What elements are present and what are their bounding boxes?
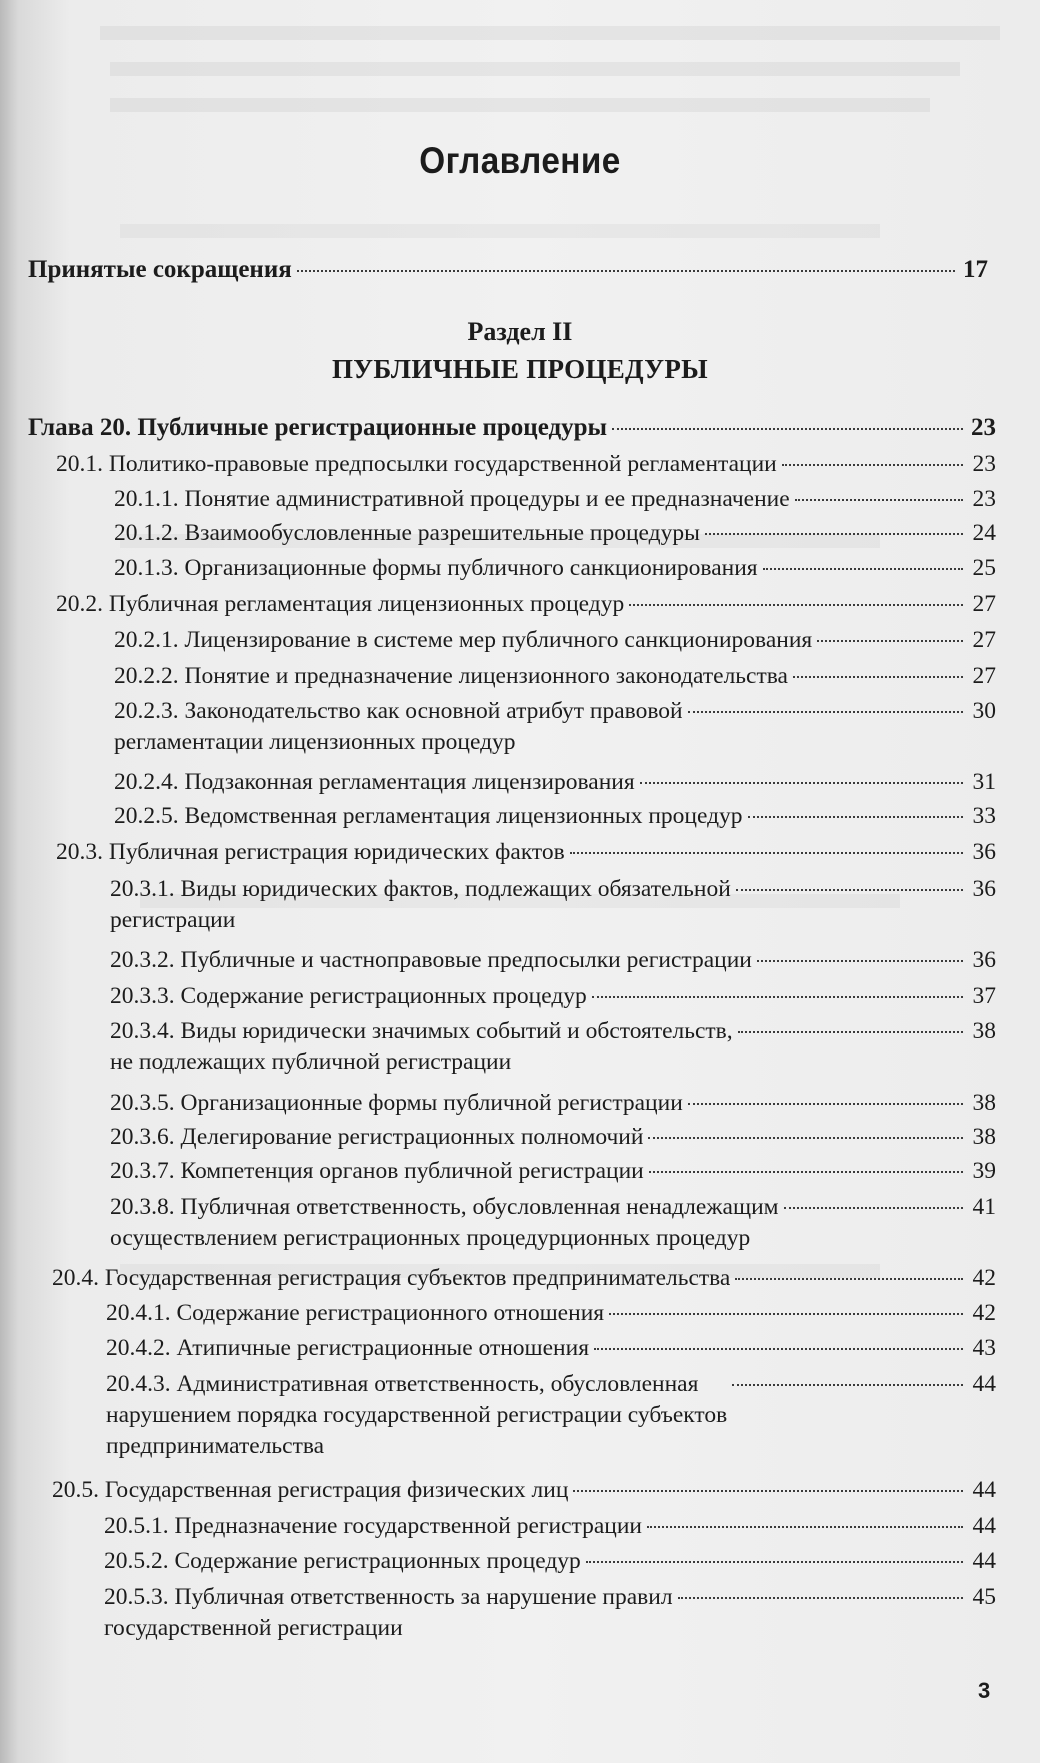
toc-subsection-entry	[110, 1016, 996, 1078]
toc-dot-leader	[629, 604, 963, 606]
toc-section-entry	[56, 837, 996, 868]
toc-section-entry	[52, 1475, 996, 1506]
toc-subsection-entry	[106, 1298, 996, 1329]
toc-subsection-entry	[110, 1192, 996, 1254]
toc-dot-leader	[793, 676, 963, 678]
toc-entry	[28, 254, 988, 285]
toc-entry-text: 20.2.2. Понятие и предназначение лицензионного законодательства	[114, 663, 788, 689]
toc-subsection-entry	[106, 1369, 996, 1462]
toc-subsection-entry	[110, 945, 996, 976]
toc-dot-leader	[688, 711, 963, 713]
toc-entry-text: 20.2.4. Подзаконная регламентация лицензирования	[114, 769, 635, 795]
toc-entry-page: 17	[963, 256, 988, 283]
toc-entry-text: 20.1. Политико-правовые предпосылки государственной регламентации	[56, 451, 777, 477]
toc-dot-leader	[748, 816, 963, 818]
toc-subsection-entry	[106, 1333, 996, 1364]
toc-dot-leader	[784, 1207, 963, 1209]
toc-section-entry	[56, 449, 996, 480]
toc-entry-text: 20.3.2. Публичные и частноправовые предпосылки регистрации	[110, 947, 752, 973]
toc-entry-page: 27	[972, 663, 996, 689]
toc-entry-page: 24	[972, 520, 996, 546]
toc-dot-leader	[592, 996, 963, 998]
toc-subsection-entry	[110, 874, 996, 936]
toc-dot-leader	[648, 1137, 963, 1139]
page-number: 3	[978, 1678, 991, 1703]
toc-subsection-entry	[114, 767, 996, 798]
toc-subsection-entry	[114, 661, 996, 692]
toc-entry-text: 20.3.5. Организационные формы публичной регистрации	[110, 1090, 683, 1116]
toc-dot-leader	[640, 782, 963, 784]
toc-dot-leader	[705, 533, 963, 535]
toc-chapter-entry	[28, 412, 996, 443]
toc-subsection-entry	[110, 981, 996, 1012]
toc-dot-leader	[795, 499, 963, 501]
toc-entry-page: 25	[972, 555, 996, 581]
toc-entry-page: 23	[972, 451, 996, 477]
toc-entry-text: 20.2. Публичная регламентация лицензионных процедур	[56, 591, 625, 617]
toc-dot-leader	[688, 1103, 963, 1105]
toc-entry-page: 45	[972, 1584, 996, 1610]
toc-entry-text: 20.3.8. Публичная ответственность, обусловленная ненадлежащим осуществлением регистрационных процедурционных процедур	[110, 1194, 779, 1251]
toc-dot-leader	[678, 1597, 963, 1599]
toc-entry-text: 20.4.1. Содержание регистрационного отношения	[106, 1300, 605, 1326]
toc-subsection-entry	[114, 801, 996, 832]
toc-subsection-entry	[110, 1156, 996, 1187]
toc-subsection-entry	[114, 553, 996, 584]
toc-entry-text: 20.2.5. Ведомственная регламентация лицензионных процедур	[114, 803, 743, 829]
toc-entry-text: 20.2.1. Лицензирование в системе мер публичного санкционирования	[114, 627, 813, 653]
toc-entry-text: Глава 20. Публичные регистрационные процедуры	[28, 414, 608, 441]
toc-entry-text: 20.3.4. Виды юридически значимых событий и обстоятельств, не подлежащих публичной регистрации	[110, 1018, 733, 1075]
toc-title: Оглавление	[419, 140, 621, 181]
toc-entry-page: 36	[972, 876, 996, 902]
toc-entry-text: 20.3. Публичная регистрация юридических фактов	[56, 839, 565, 865]
toc-dot-leader	[573, 1490, 963, 1492]
toc-entry-text: Принятые сокращения	[28, 256, 292, 283]
toc-dot-leader	[757, 960, 963, 962]
toc-section-entry	[56, 589, 996, 620]
toc-entry-text: 20.1.3. Организационные формы публичного санкционирования	[114, 555, 758, 581]
toc-entry-text: 20.1.1. Понятие административной процедуры и ее предназначение	[114, 486, 790, 512]
toc-entry-page: 39	[972, 1158, 996, 1184]
toc-subsection-entry	[114, 696, 996, 758]
toc-entry-page: 38	[972, 1124, 996, 1150]
toc-subsection-entry	[110, 1122, 996, 1153]
toc-entry-text: 20.5.2. Содержание регистрационных процедур	[104, 1548, 581, 1574]
toc-dot-leader	[594, 1348, 963, 1350]
toc-entry-text: 20.5. Государственная регистрация физических лиц	[52, 1477, 569, 1503]
toc-entry-text: 20.4.3. Административная ответственность, обусловленная нарушением порядка государственной регистрации субъектов предпринимательства	[106, 1371, 728, 1459]
toc-entry-page: 30	[972, 698, 996, 724]
toc-entry-page: 27	[972, 627, 996, 653]
toc-dot-leader	[649, 1171, 963, 1173]
toc-entry-text: 20.4.2. Атипичные регистрационные отношения	[106, 1335, 590, 1361]
toc-dot-leader	[763, 568, 963, 570]
toc-subsection-entry	[104, 1546, 996, 1577]
toc-entry-text: 20.3.7. Компетенция органов публичной регистрации	[110, 1158, 644, 1184]
toc-dot-leader	[736, 889, 963, 891]
toc-dot-leader	[609, 1313, 963, 1315]
toc-entry-page: 36	[972, 839, 996, 865]
toc-entry-page: 42	[972, 1300, 996, 1326]
toc-entry-page: 42	[972, 1265, 996, 1291]
toc-subsection-entry	[104, 1511, 996, 1542]
toc-dot-leader	[782, 464, 963, 466]
toc-entry-page: 33	[972, 803, 996, 829]
toc-entry-page: 41	[972, 1194, 996, 1220]
toc-dot-leader	[612, 428, 963, 430]
toc-entry-page: 23	[971, 414, 996, 441]
toc-entry-page: 38	[972, 1090, 996, 1116]
toc-entry-text: 20.3.3. Содержание регистрационных процедур	[110, 983, 587, 1009]
toc-entry-page: 36	[972, 947, 996, 973]
toc-entry-text: 20.1.2. Взаимообусловленные разрешительные процедуры	[114, 520, 700, 546]
toc-entry-text: 20.5.1. Предназначение государственной регистрации	[104, 1513, 643, 1539]
toc-subsection-entry	[104, 1582, 996, 1644]
toc-entry-page: 27	[972, 591, 996, 617]
toc-entry-page: 44	[972, 1371, 996, 1397]
toc-entry-text: 20.5.3. Публичная ответственность за нарушение правил государственной регистрации	[104, 1584, 673, 1641]
toc-entry-text: 20.3.1. Виды юридических фактов, подлежащих обязательной регистрации	[110, 876, 731, 933]
toc-entry-page: 44	[972, 1477, 996, 1503]
toc-entry-page: 43	[972, 1335, 996, 1361]
toc-dot-leader	[586, 1561, 963, 1563]
toc-dot-leader	[732, 1384, 963, 1386]
toc-entry-text: 20.4. Государственная регистрация субъектов предпринимательства	[52, 1265, 731, 1291]
toc-subsection-entry	[110, 1088, 996, 1119]
toc-dot-leader	[570, 852, 963, 854]
toc-entry-page: 31	[972, 769, 996, 795]
part-title: ПУБЛИЧНЫЕ ПРОЦЕДУРЫ	[332, 354, 708, 384]
toc-section-entry	[52, 1263, 996, 1294]
toc-subsection-entry	[114, 518, 996, 549]
toc-entry-text: 20.2.3. Законодательство как основной атрибут правовой регламентации лицензионных процедур	[114, 698, 683, 755]
toc-dot-leader	[297, 270, 955, 272]
toc-entry-text: 20.3.6. Делегирование регистрационных полномочий	[110, 1124, 644, 1150]
toc-subsection-entry	[114, 484, 996, 515]
part-label: Раздел II	[467, 317, 573, 346]
toc-entry-page: 38	[972, 1018, 996, 1044]
toc-entry-page: 23	[972, 486, 996, 512]
toc-dot-leader	[735, 1278, 963, 1280]
toc-entry-page: 44	[972, 1513, 996, 1539]
toc-dot-leader	[647, 1526, 963, 1528]
toc-subsection-entry	[114, 625, 996, 656]
toc-dot-leader	[817, 640, 963, 642]
toc-entry-page: 44	[972, 1548, 996, 1574]
toc-dot-leader	[738, 1031, 963, 1033]
toc-entry-page: 37	[972, 983, 996, 1009]
